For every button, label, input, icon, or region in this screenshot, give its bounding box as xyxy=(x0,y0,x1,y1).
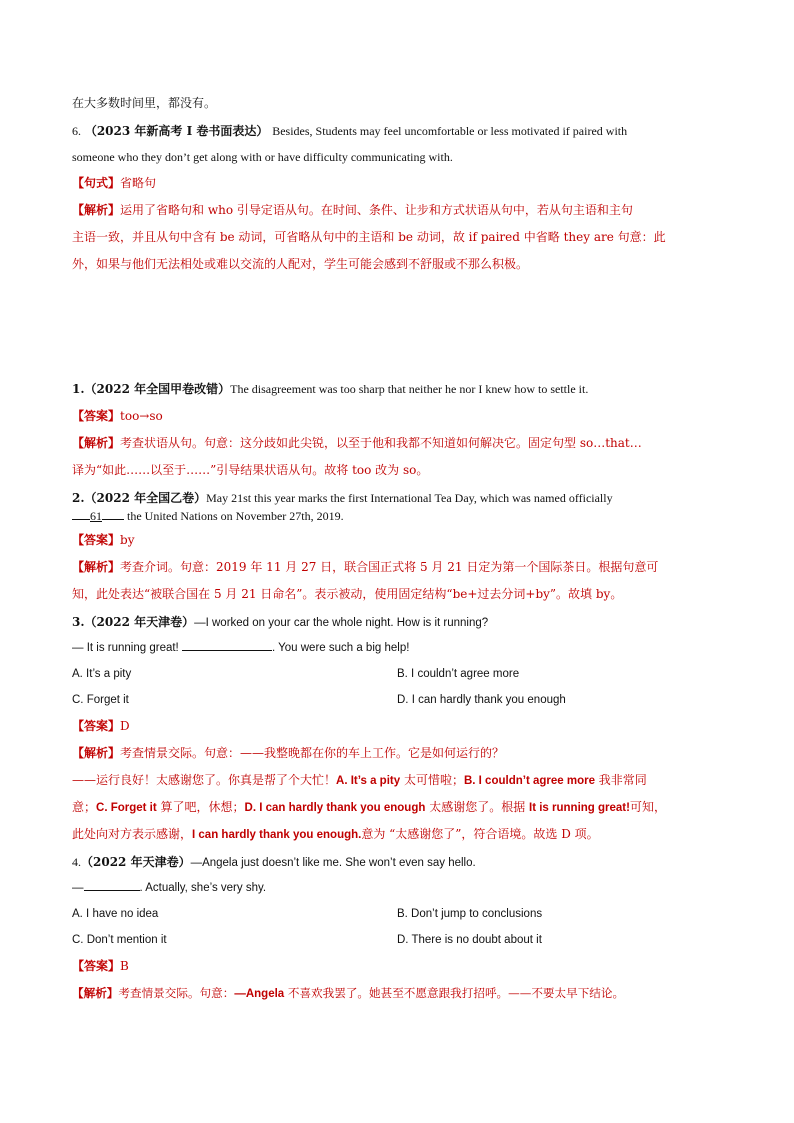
ex3-analysis-1: 考查情景交际。句意：——我整晚都在你的车上工作。它是如何运行的？ xyxy=(120,746,505,760)
ex3-analysis-3g: 可知， xyxy=(629,800,666,814)
intro-tail: 在大多数时间里，都没有。 xyxy=(72,96,217,110)
ex2-question-line1 xyxy=(72,488,613,508)
pattern-value: 省略句 xyxy=(120,176,157,190)
ex1-source: （2022 年全国甲卷改错） xyxy=(84,382,231,396)
ex4-option-b: B. Don’t jump to conclusions xyxy=(397,908,543,920)
ex1-analysis-2: 译为“如此……以至于……”引导结果状语从句。故将 too 改为 so。 xyxy=(72,463,429,477)
ex1-answer xyxy=(72,406,163,426)
analysis-tag: 【解析】 xyxy=(72,203,121,217)
answer-tag: 【答案】 xyxy=(72,409,121,423)
ex3-option-a: A. It’s a pity xyxy=(72,668,132,680)
q6-analysis-3: 外，如果与他们无法相处或难以交流的人配对，学生可能会感到不舒服或不那么积极。 xyxy=(72,257,529,271)
analysis-tag: 【解析】 xyxy=(72,436,121,450)
q6-analysis-2d: they are xyxy=(563,230,614,244)
ex2-question-line2 xyxy=(72,506,344,526)
ex3-analysis-3f: It is running great! xyxy=(529,802,630,814)
ex3-analysis-line3 xyxy=(72,797,666,818)
ex3-text1: —I worked on your car the whole night. How is it running? xyxy=(194,617,489,629)
ex2-blank-number: 61 xyxy=(90,509,102,523)
answer-tag: 【答案】 xyxy=(72,533,121,547)
ex2-text2: the United Nations on November 27th, 2019. xyxy=(124,509,344,523)
pattern-tag: 【句式】 xyxy=(72,176,121,190)
q6-pattern xyxy=(72,173,156,193)
answer-tag: 【答案】 xyxy=(72,719,121,733)
ex3-analysis-2b: A. It’s a pity xyxy=(336,775,401,787)
ex2-text1: May 21st this year marks the first International Tea Day, which was named officially xyxy=(206,491,613,505)
answer-tag: 【答案】 xyxy=(72,959,121,973)
ex3-question-line1 xyxy=(72,612,488,633)
ex2-answer xyxy=(72,530,134,550)
q6-number: 6. xyxy=(72,124,81,138)
ex3-analysis-3b: C. Forget it xyxy=(96,802,157,814)
ex2-answer-value: by xyxy=(120,533,135,547)
ex3-analysis-3a: 意； xyxy=(72,800,97,814)
ex2-analysis-line1 xyxy=(72,557,658,577)
ex3-question-line2 xyxy=(72,638,409,658)
ex3-text2a: — It is running great! xyxy=(72,642,182,654)
ex3-text2b: . You were such a big help! xyxy=(271,642,410,654)
blank-line xyxy=(84,878,140,891)
blank-line xyxy=(72,507,90,520)
ex3-analysis-2e: 我非常同 xyxy=(594,773,647,787)
ex3-analysis-line2 xyxy=(72,770,647,791)
q6-text2: someone who they don’t get along with or have difficulty communicating with. xyxy=(72,150,453,164)
ex3-analysis-3e: 太感谢您了。根据 xyxy=(425,800,530,814)
ex3-number: 3. xyxy=(72,615,85,629)
ex4-option-a: A. I have no idea xyxy=(72,908,159,920)
analysis-tag: 【解析】 xyxy=(72,986,119,1000)
ex4-question-line2 xyxy=(72,878,266,898)
ex3-analysis-3c: 算了吧，休想； xyxy=(156,800,245,814)
q6-analysis-2e: 句意：此 xyxy=(613,230,666,244)
ex3-analysis-4b: I can hardly thank you enough. xyxy=(192,829,362,841)
ex4-analysis-1b: —Angela xyxy=(234,988,285,1000)
ex3-analysis-line4 xyxy=(72,824,599,845)
q6-source: （2023 年新高考 I 卷书面表达） xyxy=(84,124,269,138)
ex3-analysis-4a: 此处向对方表示感谢， xyxy=(72,827,193,841)
q6-line2 xyxy=(72,147,453,167)
q6-analysis-2b: if paired xyxy=(468,230,520,244)
ex4-analysis-1a: 考查情景交际。句意： xyxy=(118,986,235,1000)
ex1-analysis-line2 xyxy=(72,460,428,480)
ex4-analysis-1c: 不喜欢我罢了。她甚至不愿意跟我打招呼。——不要太早下结论。 xyxy=(284,986,625,1000)
ex3-option-d: D. I can hardly thank you enough xyxy=(397,694,566,706)
ex4-answer-value: B xyxy=(120,959,129,973)
ex3-analysis-4c: 意为 “太感谢您了”，符合语境。故选 D 项。 xyxy=(361,827,599,841)
ex1-text: The disagreement was too sharp that neither he nor I knew how to settle it. xyxy=(230,382,589,396)
ex3-answer xyxy=(72,716,130,736)
ex1-analysis-line1 xyxy=(72,433,642,453)
ex2-analysis-1: 考查介词。句意：2019 年 11 月 27 日，联合国正式将 5 月 21 日定为第一个国际茶日。根据句意可 xyxy=(120,560,659,574)
ex2-analysis-line2 xyxy=(72,584,622,604)
ex4-text1: —Angela just doesn’t like me. She won’t even say hello. xyxy=(190,857,476,869)
blank-line xyxy=(182,638,272,651)
ex4-text2b: . Actually, she’s very shy. xyxy=(139,882,267,894)
ex3-option-b: B. I couldn’t agree more xyxy=(397,668,520,680)
ex4-answer xyxy=(72,956,129,976)
ex3-analysis-3d: D. I can hardly thank you enough xyxy=(244,802,426,814)
q6-analysis-line2 xyxy=(72,227,666,247)
analysis-tag: 【解析】 xyxy=(72,746,121,760)
ex1-answer-value: too→so xyxy=(120,409,163,423)
ex3-analysis-2a: ——运行良好！太感谢您了。你真是帮了个大忙！ xyxy=(72,773,337,787)
q6-line1 xyxy=(72,121,627,141)
intro-text xyxy=(72,93,216,113)
ex4-source: （2022 年天津卷） xyxy=(81,855,191,869)
ex3-analysis-2d: B. I couldn’t agree more xyxy=(463,775,595,787)
ex2-source: （2022 年全国乙卷） xyxy=(84,491,207,505)
q6-analysis-2a: 主语一致，并且从句中含有 be 动词，可省略从句中的主语和 be 动词，故 xyxy=(72,230,469,244)
ex3-source: （2022 年天津卷） xyxy=(84,615,195,629)
ex3-analysis-line1 xyxy=(72,743,504,763)
ex4-option-d: D. There is no doubt about it xyxy=(397,934,542,946)
blank-line xyxy=(102,507,124,520)
q6-analysis-2c: 中省略 xyxy=(519,230,564,244)
ex3-answer-value: D xyxy=(120,719,130,733)
q6-analysis-1: 运用了省略句和 who 引导定语从句。在时间、条件、让步和方式状语从句中，若从句主语和主句 xyxy=(120,203,633,217)
q6-text1: Besides, Students may feel uncomfortable or less motivated if paired with xyxy=(272,124,628,138)
ex1-number: 1. xyxy=(72,382,85,396)
ex3-analysis-2c: 太可惜啦； xyxy=(400,773,464,787)
ex4-option-c: C. Don’t mention it xyxy=(72,934,167,946)
ex3-option-c: C. Forget it xyxy=(72,694,129,706)
ex2-analysis-2: 知，此处表达“被联合国在 5 月 21 日命名”。表示被动，使用固定结构“be+过去分词+by”。故填 by。 xyxy=(72,587,623,601)
ex1-question xyxy=(72,379,588,399)
q6-analysis-line3 xyxy=(72,254,528,274)
ex4-question-line1 xyxy=(72,852,476,873)
ex4-analysis-line1 xyxy=(72,983,624,1004)
q6-analysis-line1 xyxy=(72,200,633,220)
ex4-number: 4. xyxy=(72,855,81,869)
ex4-text2a: — xyxy=(72,882,84,894)
ex2-number: 2. xyxy=(72,491,85,505)
ex1-analysis-1: 考查状语从句。句意：这分歧如此尖锐，以至于他和我都不知道如何解决它。固定句型 so…that… xyxy=(120,436,642,450)
analysis-tag: 【解析】 xyxy=(72,560,121,574)
